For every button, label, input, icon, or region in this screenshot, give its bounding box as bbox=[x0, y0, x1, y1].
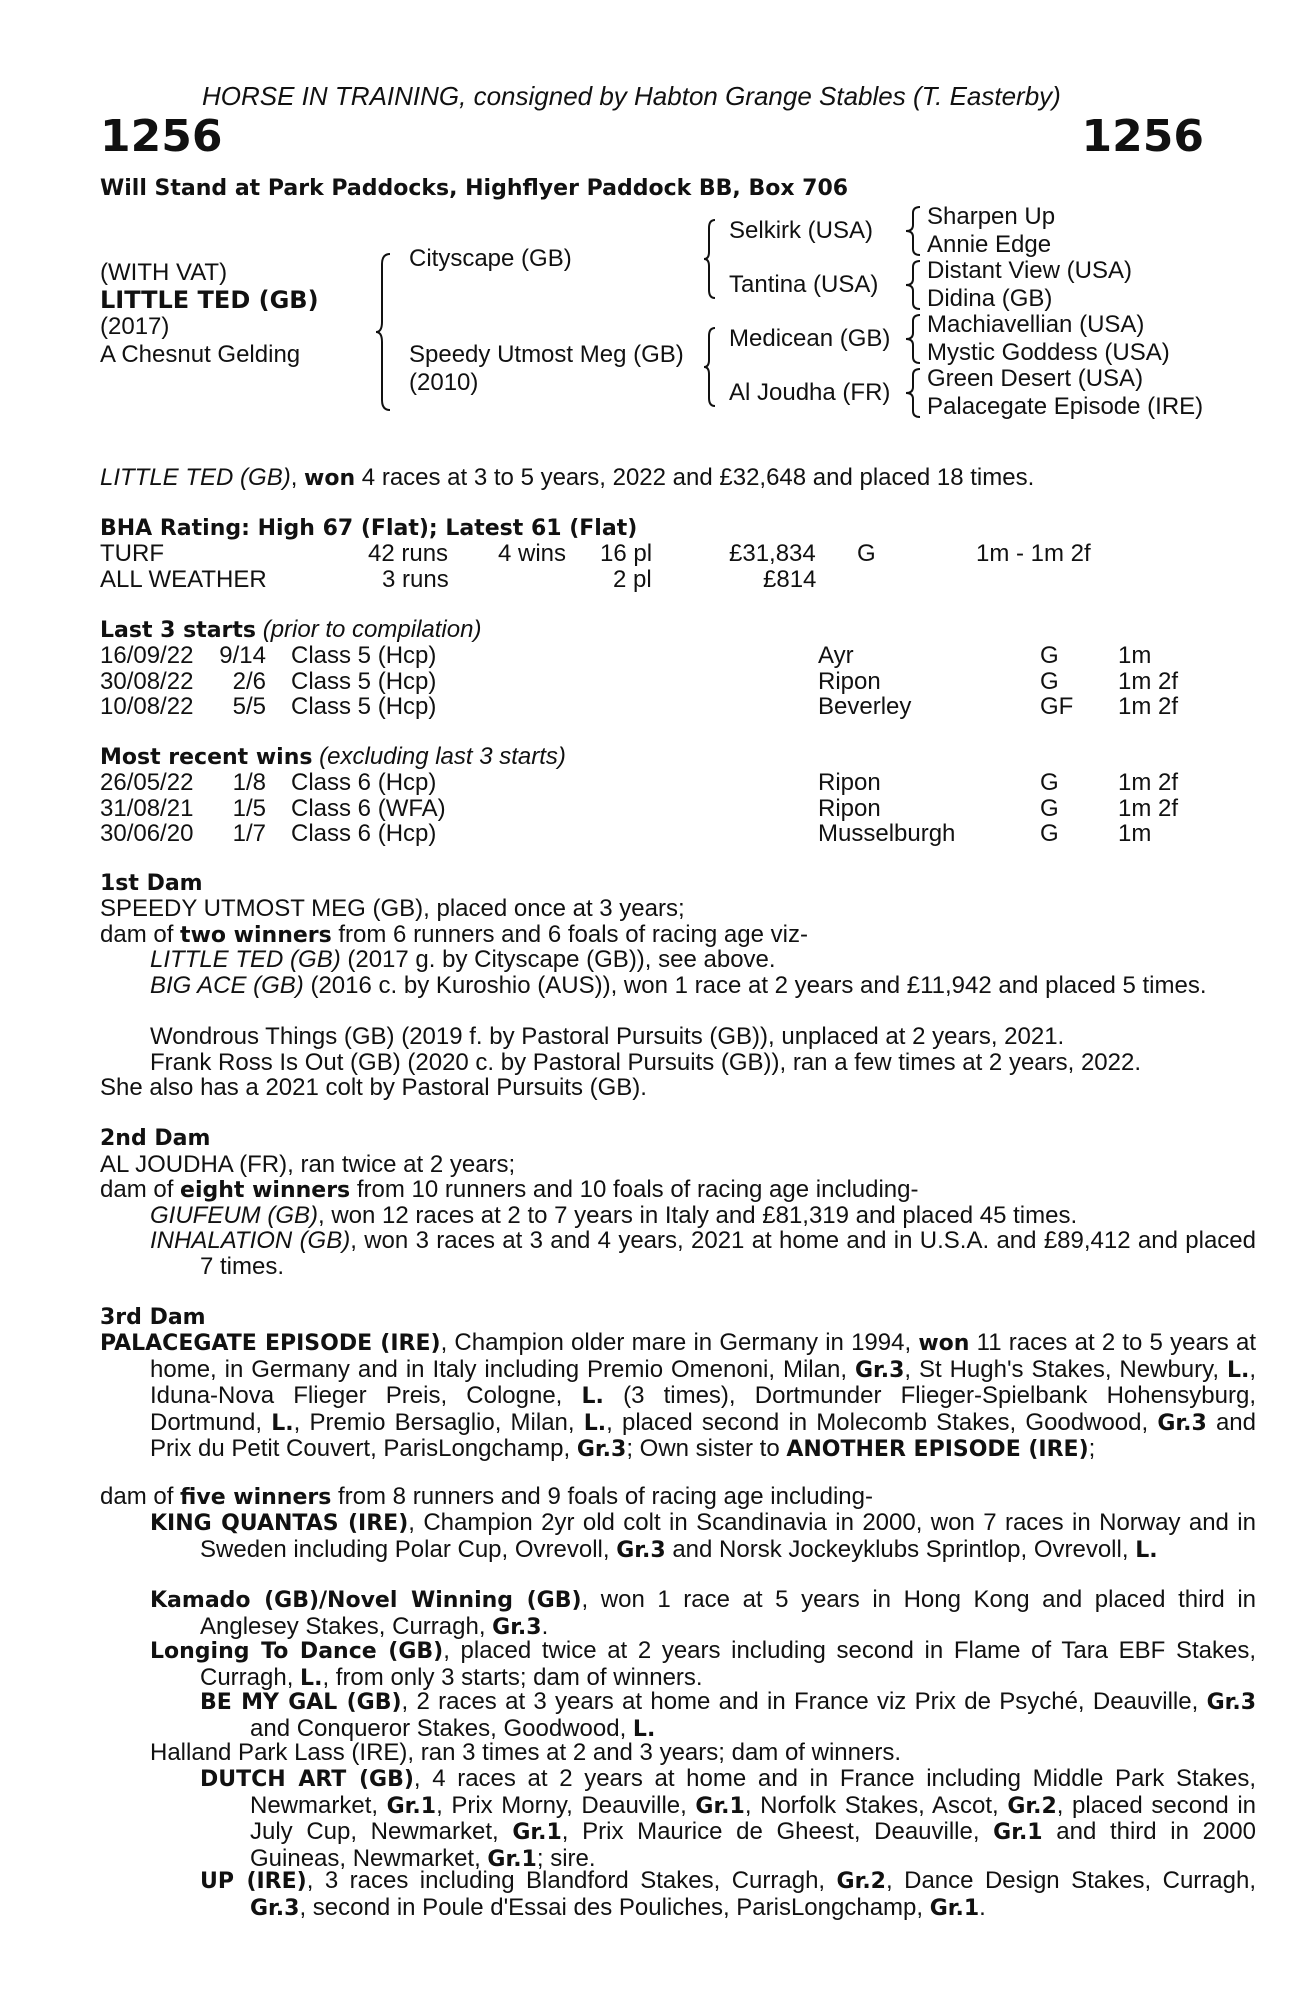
dam3-produce-line bbox=[100, 1484, 873, 1510]
pedigree-brace-dd bbox=[904, 367, 924, 419]
horse-name: LITTLE TED (GB) bbox=[100, 286, 319, 314]
rating-runs: 3 runs bbox=[382, 566, 449, 593]
form-going: GF bbox=[1040, 693, 1074, 720]
form-distance: 1m 2f bbox=[1118, 693, 1179, 720]
dam2-produce-line bbox=[100, 1177, 919, 1203]
race-grade: L. bbox=[1226, 1357, 1250, 1383]
form-race: Class 6 (Hcp) bbox=[291, 769, 437, 796]
rating-surface: TURF bbox=[100, 540, 164, 567]
pedigree-sss: Sharpen Up bbox=[927, 203, 1056, 230]
rating-distance: 1m - 1m 2f bbox=[976, 540, 1091, 567]
vat-note: (WITH VAT) bbox=[100, 259, 228, 286]
form-row bbox=[0, 694, 1314, 719]
rating-title: BHA Rating: High 67 (Flat); Latest 61 (Flat) bbox=[100, 516, 638, 541]
form-position: 5/5 bbox=[232, 693, 266, 720]
rating-prize: £31,834 bbox=[729, 540, 816, 567]
form-row bbox=[0, 643, 1314, 668]
dam2-progeny-1 bbox=[150, 1203, 1077, 1228]
progeny-text: , 4 races at 2 years at home and in France including Middle Park Stakes, Newmarket, bbox=[250, 1765, 1256, 1819]
form-row bbox=[0, 821, 1314, 846]
dam1-text: dam of bbox=[100, 921, 181, 948]
summary-horse-name: LITTLE TED (GB) bbox=[100, 464, 291, 491]
pedigree-brace-ds bbox=[904, 313, 924, 365]
form-course: Musselburgh bbox=[818, 820, 956, 847]
lot-number-right: 1256 bbox=[1081, 111, 1204, 162]
dam3-text: dam of bbox=[100, 1483, 181, 1510]
dam1-progeny-4: Frank Ross Is Out (GB) (2020 c. by Pastoral Pursuits (GB)), ran a few times at 2 years, 2022. bbox=[150, 1049, 1142, 1076]
pedigree-ddd: Palacegate Episode (IRE) bbox=[927, 393, 1204, 420]
dam3-progeny-halland-park-lass: Halland Park Lass (IRE), ran 3 times at 2 and 3 years; dam of winners. bbox=[150, 1739, 901, 1766]
race-grade: L. bbox=[583, 1410, 607, 1436]
form-row bbox=[0, 669, 1314, 694]
form-distance: 1m bbox=[1118, 820, 1152, 847]
progeny-name: LITTLE TED (GB) bbox=[150, 946, 341, 973]
dam3-grandprogeny-dutch-art bbox=[200, 1766, 1256, 1872]
progeny-text: , from only 3 starts; dam of winners. bbox=[322, 1663, 703, 1691]
form-going: G bbox=[1040, 769, 1059, 796]
progeny-text: . bbox=[979, 1893, 986, 1921]
form-date: 30/06/20 bbox=[100, 820, 194, 847]
dam3-progeny-king-quantas bbox=[150, 1510, 1256, 1563]
race-grade: L. bbox=[581, 1384, 604, 1410]
form-going: G bbox=[1040, 642, 1059, 669]
pedigree-dam: Speedy Utmost Meg (GB) bbox=[409, 341, 684, 368]
dam2-title: 2nd Dam bbox=[100, 1126, 211, 1151]
form-position: 1/7 bbox=[232, 820, 266, 847]
progeny-name: BIG ACE (GB) bbox=[150, 972, 304, 999]
race-grade: L. bbox=[271, 1410, 294, 1436]
rating-row bbox=[0, 567, 1314, 592]
race-grade: Gr.3 bbox=[492, 1614, 542, 1640]
entry-text: , Champion older mare in Germany in 1994, bbox=[440, 1329, 919, 1356]
last3-title: Last 3 starts bbox=[100, 618, 257, 643]
form-position: 1/5 bbox=[232, 794, 266, 822]
race-grade: Gr.1 bbox=[386, 1793, 437, 1819]
entry-text: (3 times), Dortmunder Flieger-Spielbank Hohensyburg, Dortmund, bbox=[150, 1382, 1256, 1436]
progeny-text: , second in Poule d'Essai des Pouliches, ParisLongchamp, bbox=[299, 1893, 930, 1921]
pedigree-dss: Machiavellian (USA) bbox=[927, 311, 1145, 338]
form-position: 1/8 bbox=[232, 769, 266, 796]
form-race: Class 5 (Hcp) bbox=[291, 667, 437, 695]
progeny-text: and Norsk Jockeyklubs Sprintlop, Ovrevoll, bbox=[665, 1535, 1136, 1563]
dam3-grandprogeny-be-my-gal bbox=[200, 1689, 1256, 1742]
entry-text: , Iduna-Nova Flieger Preis, Cologne, bbox=[150, 1355, 1257, 1410]
progeny-text: , 2 races at 3 years at home and in France viz Prix de Psyché, Deauville, bbox=[401, 1688, 1207, 1715]
progeny-text: , Champion 2yr old colt in Scandinavia in 2000, won 7 races in Norway and in Sweden including Polar Cup, Ovrevoll, bbox=[200, 1509, 1256, 1563]
pedigree-dam-dam: Al Joudha (FR) bbox=[729, 379, 891, 406]
progeny-name: Longing To Dance (GB) bbox=[150, 1639, 444, 1664]
race-grade: Gr.2 bbox=[1007, 1793, 1057, 1819]
pedigree-brace-main bbox=[374, 252, 398, 412]
form-date: 26/05/22 bbox=[100, 769, 194, 796]
race-summary: LITTLE TED (GB), won 4 races at 3 to 5 years, 2022 and £32,648 and placed 18 times. bbox=[100, 464, 1035, 491]
recent-heading bbox=[100, 744, 566, 770]
race-grade: L. bbox=[632, 1716, 656, 1742]
pedigree-brace-sd bbox=[904, 259, 924, 311]
dam2-progeny-2 bbox=[150, 1228, 1256, 1279]
progeny-name: INHALATION (GB) bbox=[150, 1227, 351, 1254]
form-distance: 1m bbox=[1118, 642, 1152, 669]
pedigree-dds: Green Desert (USA) bbox=[927, 365, 1144, 392]
progeny-text: , placed twice at 2 years including second in Flame of Tara EBF Stakes, Curragh, bbox=[200, 1637, 1256, 1691]
progeny-name: GIUFEUM (GB) bbox=[150, 1202, 318, 1229]
form-row bbox=[0, 770, 1314, 795]
dam3-text: from 8 runners and 9 foals of racing age including- bbox=[331, 1483, 873, 1510]
progeny-text: , Prix Maurice de Gheest, Deauville, bbox=[561, 1818, 994, 1846]
progeny-text: , Norfolk Stakes, Ascot, bbox=[744, 1791, 1008, 1819]
last3-note: (prior to compilation) bbox=[262, 616, 482, 643]
race-grade: Gr.1 bbox=[993, 1820, 1043, 1846]
recent-title: Most recent wins bbox=[100, 745, 313, 770]
progeny-text: , 3 races including Blandford Stakes, Curragh, bbox=[306, 1867, 837, 1894]
lot-number-left: 1256 bbox=[100, 111, 223, 162]
recent-note: (excluding last 3 starts) bbox=[319, 743, 566, 770]
rating-going: G bbox=[857, 540, 876, 567]
progeny-name: BE MY GAL (GB) bbox=[200, 1690, 402, 1715]
rating-surface: ALL WEATHER bbox=[100, 566, 267, 593]
race-grade: Gr.1 bbox=[695, 1793, 745, 1819]
progeny-text: (2017 g. by Cityscape (GB)), see above. bbox=[340, 946, 776, 973]
horse-description: A Chesnut Gelding bbox=[100, 341, 301, 368]
race-grade: Gr.3 bbox=[576, 1437, 627, 1463]
foaling-year: (2017) bbox=[100, 313, 170, 340]
form-course: Ripon bbox=[818, 667, 881, 695]
dam1-text: from 6 runners and 6 foals of racing age viz- bbox=[331, 921, 808, 948]
entry-text: 11 races at 2 to 5 years at home, in Germany and in Italy including Premio Omenoni, Milan, bbox=[150, 1329, 1256, 1383]
summary-won: won bbox=[304, 466, 356, 491]
rating-wins: 4 wins bbox=[498, 540, 567, 567]
dam3-title: 3rd Dam bbox=[100, 1305, 206, 1330]
pedigree-ssd: Annie Edge bbox=[927, 231, 1052, 258]
form-position: 2/6 bbox=[232, 667, 266, 695]
form-date: 30/08/22 bbox=[100, 667, 194, 695]
form-going: G bbox=[1040, 794, 1059, 822]
summary-text: 4 races at 3 to 5 years, 2022 and £32,648 and placed 18 times. bbox=[355, 464, 1035, 491]
entry-text: ; Own sister to bbox=[626, 1435, 787, 1463]
rating-runs: 42 runs bbox=[368, 540, 449, 567]
form-date: 16/09/22 bbox=[100, 642, 194, 669]
progeny-text: , placed second in July Cup, Newmarket, bbox=[250, 1791, 1257, 1846]
form-date: 10/08/22 bbox=[100, 693, 194, 720]
progeny-text: , won 12 races at 2 to 7 years in Italy and £81,319 and placed 45 times. bbox=[318, 1202, 1078, 1229]
form-distance: 1m 2f bbox=[1118, 667, 1179, 695]
progeny-name: Kamado (GB)/Novel Winning (GB) bbox=[150, 1588, 582, 1613]
race-grade: Gr.1 bbox=[929, 1895, 980, 1921]
rating-placed: 16 pl bbox=[600, 540, 653, 567]
progeny-name: UP (IRE) bbox=[200, 1869, 307, 1894]
dam3-grandprogeny-up bbox=[200, 1868, 1256, 1921]
form-distance: 1m 2f bbox=[1118, 769, 1179, 796]
pedigree-brace-sire bbox=[703, 218, 719, 300]
pedigree-sdd: Didina (GB) bbox=[927, 285, 1053, 312]
dam3-progeny-kamado bbox=[150, 1587, 1256, 1640]
entry-text: , Premio Bersaglio, Milan, bbox=[293, 1408, 584, 1436]
progeny-text: , won 1 race at 5 years in Hong Kong and placed third in Anglesey Stakes, Curragh, bbox=[200, 1586, 1257, 1640]
entry-text: ; bbox=[1088, 1435, 1096, 1463]
form-distance: 1m 2f bbox=[1118, 794, 1179, 822]
pedigree-brace-dam bbox=[703, 326, 719, 408]
dam3-name: PALACEGATE EPISODE (IRE) bbox=[100, 1331, 441, 1356]
form-position: 9/14 bbox=[219, 642, 266, 669]
form-going: G bbox=[1040, 667, 1059, 695]
race-grade: Gr.2 bbox=[836, 1869, 886, 1894]
dam1-title: 1st Dam bbox=[100, 871, 203, 896]
pedigree-sire-dam: Tantina (USA) bbox=[729, 271, 879, 298]
dam1-line1: SPEEDY UTMOST MEG (GB), placed once at 3 years; bbox=[100, 895, 685, 922]
pedigree-sire: Cityscape (GB) bbox=[409, 245, 572, 272]
form-row bbox=[0, 796, 1314, 821]
form-course: Beverley bbox=[818, 693, 912, 720]
form-race: Class 6 (Hcp) bbox=[291, 820, 437, 847]
progeny-text: , Prix Morny, Deauville, bbox=[436, 1791, 696, 1819]
progeny-name: DUTCH ART (GB) bbox=[200, 1767, 414, 1792]
race-grade: Gr.3 bbox=[1206, 1690, 1256, 1715]
dam1-produce-line bbox=[100, 922, 808, 948]
progeny-text: and Conqueror Stakes, Goodwood, bbox=[250, 1714, 633, 1742]
progeny-text: , Dance Design Stakes, Curragh, bbox=[885, 1867, 1256, 1894]
dam1-line-end: She also has a 2021 colt by Pastoral Pursuits (GB). bbox=[100, 1074, 647, 1101]
dam2-line1: AL JOUDHA (FR), ran twice at 2 years; bbox=[100, 1151, 516, 1178]
entry-text: and Prix du Petit Couvert, ParisLongchamp, bbox=[150, 1408, 1256, 1463]
dam1-progeny-2 bbox=[150, 973, 1256, 999]
form-race: Class 5 (Hcp) bbox=[291, 693, 437, 720]
pedigree-dam-year: (2010) bbox=[409, 369, 479, 396]
dam1-progeny-3: Wondrous Things (GB) (2019 f. by Pastoral Pursuits (GB)), unplaced at 2 years, 2021. bbox=[150, 1023, 1065, 1050]
last3-heading bbox=[100, 617, 481, 643]
dam1-progeny-1 bbox=[150, 947, 1206, 973]
entry-won: won bbox=[918, 1331, 970, 1356]
pedigree-brace-ss bbox=[904, 205, 924, 257]
dam3-winners: five winners bbox=[180, 1485, 332, 1510]
dam1-winners: two winners bbox=[180, 923, 332, 948]
dam2-text: from 10 runners and 10 foals of racing age including- bbox=[350, 1176, 919, 1203]
race-grade: Gr.3 bbox=[854, 1357, 905, 1383]
dam2-text: dam of bbox=[100, 1176, 181, 1203]
rating-prize: £814 bbox=[763, 566, 817, 593]
progeny-text: and third in 2000 Guineas, Newmarket, bbox=[250, 1818, 1257, 1872]
form-race: Class 6 (WFA) bbox=[291, 794, 446, 822]
progeny-text: , won 3 races at 3 and 4 years, 2021 at home and in U.S.A. and £89,412 and placed 7 times. bbox=[200, 1227, 1256, 1280]
entry-text: , St Hugh's Stakes, Newbury, bbox=[904, 1355, 1227, 1383]
race-grade: Gr.1 bbox=[487, 1846, 537, 1872]
form-course: Ripon bbox=[818, 794, 881, 822]
race-grade: L. bbox=[300, 1665, 323, 1691]
rating-row bbox=[0, 541, 1314, 566]
sibling-name: ANOTHER EPISODE (IRE) bbox=[786, 1437, 1089, 1463]
progeny-text: ; sire. bbox=[536, 1844, 596, 1872]
race-grade: L. bbox=[1135, 1537, 1158, 1563]
stand-location: Will Stand at Park Paddocks, Highflyer Paddock BB, Box 706 bbox=[100, 176, 849, 201]
dam2-winners: eight winners bbox=[180, 1178, 351, 1203]
race-grade: Gr.3 bbox=[250, 1895, 300, 1921]
form-course: Ayr bbox=[818, 642, 854, 669]
form-race: Class 5 (Hcp) bbox=[291, 642, 437, 669]
rating-placed: 2 pl bbox=[613, 566, 652, 593]
progeny-text: . bbox=[541, 1612, 549, 1640]
progeny-name: KING QUANTAS (IRE) bbox=[150, 1511, 409, 1536]
pedigree-dsd: Mystic Goddess (USA) bbox=[927, 339, 1170, 366]
race-grade: Gr.1 bbox=[512, 1820, 562, 1846]
form-going: G bbox=[1040, 820, 1059, 847]
entry-text: , placed second in Molecomb Stakes, Goodwood, bbox=[606, 1408, 1158, 1436]
pedigree-sds: Distant View (USA) bbox=[927, 257, 1132, 284]
form-date: 31/08/21 bbox=[100, 794, 194, 822]
pedigree-sire-sire: Selkirk (USA) bbox=[729, 217, 874, 244]
consignment-line: HORSE IN TRAINING, consigned by Habton Grange Stables (T. Easterby) bbox=[202, 81, 1061, 111]
dam3-progeny-longing-to-dance bbox=[150, 1638, 1256, 1691]
race-grade: Gr.3 bbox=[616, 1537, 666, 1563]
race-grade: Gr.3 bbox=[1157, 1410, 1207, 1436]
progeny-text: (2016 c. by Kuroshio (AUS)), won 1 race at 2 years and £11,942 and placed 5 times. bbox=[303, 972, 1207, 999]
dam3-main-entry bbox=[100, 1330, 1256, 1463]
pedigree-dam-sire: Medicean (GB) bbox=[729, 325, 891, 352]
form-course: Ripon bbox=[818, 769, 881, 796]
